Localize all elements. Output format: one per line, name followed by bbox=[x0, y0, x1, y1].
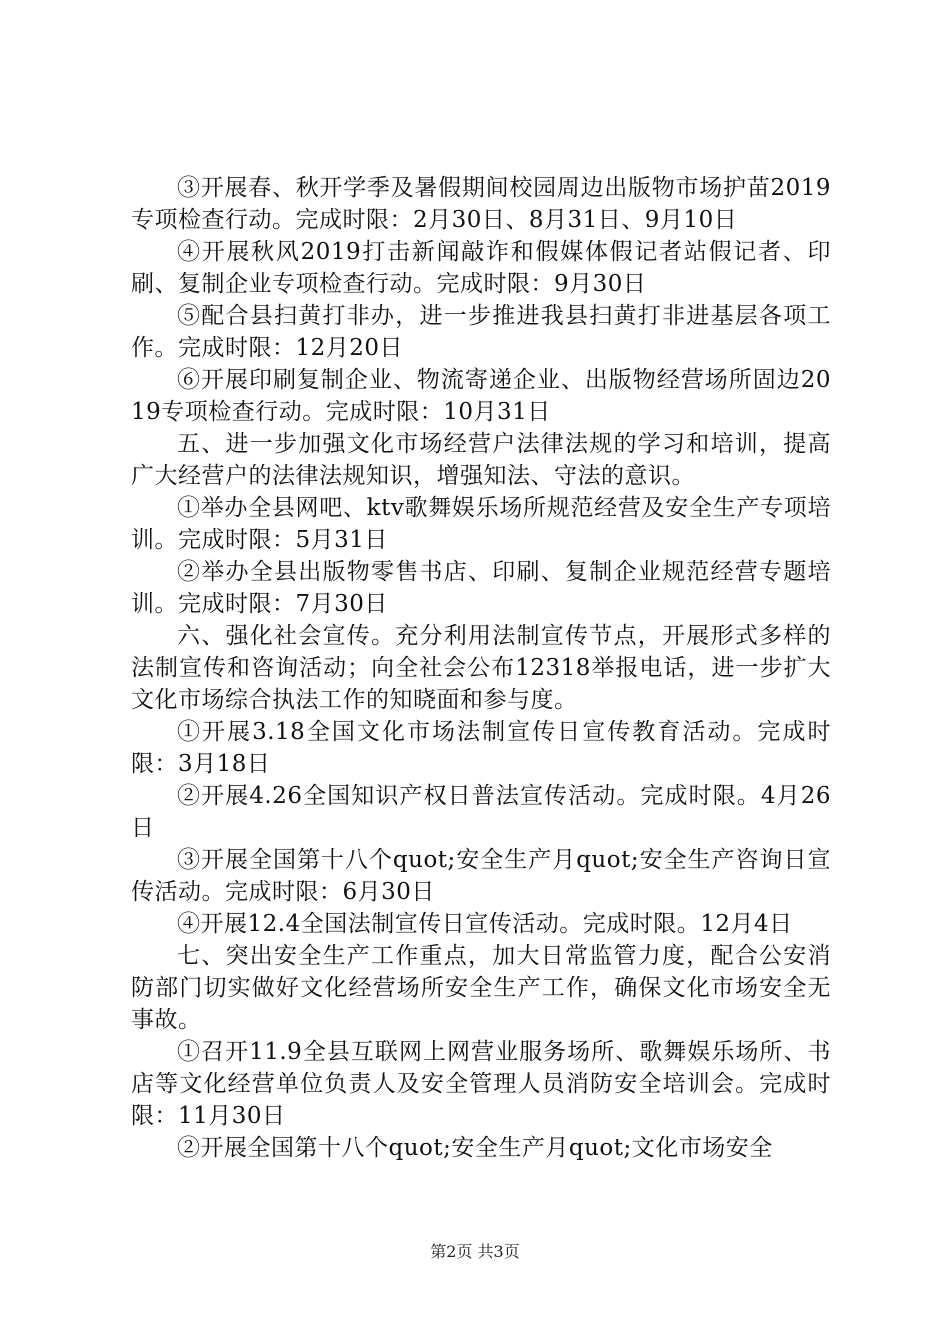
page-number-footer: 第2页 共3页 bbox=[430, 1242, 520, 1261]
paragraph: ③开展全国第十八个quot;安全生产月quot;安全生产咨询日宣传活动。完成时限：6月30日 bbox=[131, 847, 831, 905]
paragraph: ②开展4.26全国知识产权日普法宣传活动。完成时限。4月26日 bbox=[131, 783, 831, 841]
paragraph: ①开展3.18全国文化市场法制宣传日宣传教育活动。完成时限：3月18日 bbox=[131, 719, 831, 777]
paragraph: ①举办全县网吧、ktv歌舞娱乐场所规范经营及安全生产专项培训。完成时限：5月31日 bbox=[131, 495, 831, 553]
paragraph: ④开展12.4全国法制宣传日宣传活动。完成时限。12月4日 bbox=[177, 911, 793, 937]
paragraph: ④开展秋风2019打击新闻敲诈和假媒体假记者站假记者、印刷、复制企业专项检查行动。完成时限：9月30日 bbox=[131, 239, 831, 297]
paragraph: ②举办全县出版物零售书店、印刷、复制企业规范经营专题培训。完成时限：7月30日 bbox=[131, 559, 831, 617]
section-heading-five: 五、进一步加强文化市场经营户法律法规的学习和培训，提高广大经营户的法律法规知识，增强知法、守法的意识。 bbox=[131, 431, 831, 489]
section-heading-six: 六、强化社会宣传。充分利用法制宣传节点，开展形式多样的法制宣传和咨询活动；向全社会公布12318举报电话，进一步扩大文化市场综合执法工作的知晓面和参与度。 bbox=[131, 623, 831, 713]
paragraph: ③开展春、秋开学季及暑假期间校园周边出版物市场护苗2019专项检查行动。完成时限：2月30日、8月31日、9月10日 bbox=[131, 175, 831, 233]
paragraph: ②开展全国第十八个quot;安全生产月quot;文化市场安全 bbox=[177, 1135, 773, 1161]
document-body bbox=[131, 172, 831, 1164]
paragraph: ⑤配合县扫黄打非办，进一步推进我县扫黄打非进基层各项工作。完成时限：12月20日 bbox=[131, 303, 831, 361]
paragraph: ⑥开展印刷复制企业、物流寄递企业、出版物经营场所固边2019专项检查行动。完成时限：10月31日 bbox=[131, 367, 831, 425]
section-heading-seven: 七、突出安全生产工作重点，加大日常监管力度，配合公安消防部门切实做好文化经营场所安全生产工作，确保文化市场安全无事故。 bbox=[131, 943, 831, 1033]
paragraph: ①召开11.9全县互联网上网营业服务场所、歌舞娱乐场所、书店等文化经营单位负责人及安全管理人员消防安全培训会。完成时限：11月30日 bbox=[131, 1039, 831, 1129]
